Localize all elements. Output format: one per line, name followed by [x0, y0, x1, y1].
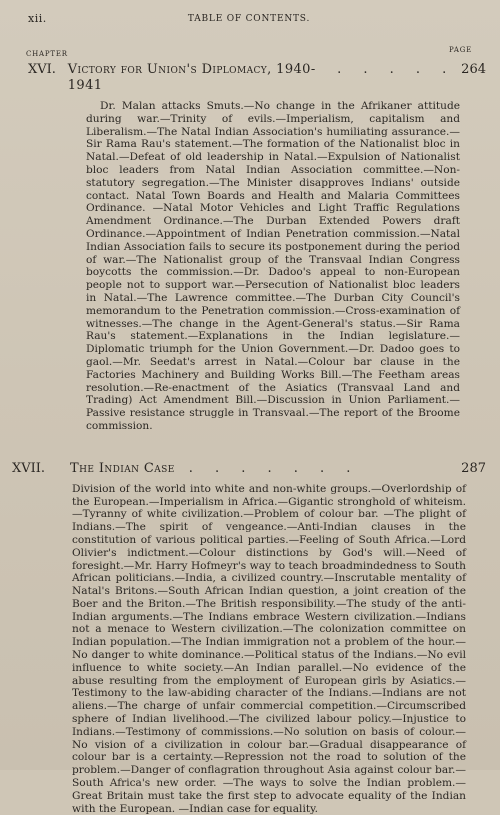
chapter-entry-xvii: [12, 461, 486, 815]
leader-dots: . . . . .: [337, 62, 456, 77]
page-number: xii.: [28, 12, 47, 25]
chapter-column-head: CHAPTER: [26, 50, 68, 58]
chapter-number: XVI.: [28, 62, 56, 77]
chapter-title: The Indian Case: [70, 460, 175, 476]
page-title: TABLE OF CONTENTS.: [187, 14, 311, 24]
chapter-heading: [12, 461, 486, 477]
chapter-page: 264: [461, 62, 486, 77]
chapter-page: 287: [461, 460, 486, 476]
chapter-number: XVII.: [12, 460, 46, 476]
page-column-head: PAGE: [448, 46, 472, 54]
chapter-summary: Dr. Malan attacks Smuts.—No change in the Afrikaner attitude during war.—Trinity of evils.—Imperialism, capitalism and Liberalism.—The Natal Indian Association's humiliating assurance.—Sir Rama Rau's statement.—The formation of the Nationalist bloc in Natal.—Defeat of old leadership in Natal.—Expulsion of Nationalist bloc leaders from Natal Indian Association committee.—Non-statutory segregation.—The Minister disapproves Indians' outside contact. Natal Town Boards and Health and Malaria Committees Ordinance. —Natal Motor Vehicles and Light Traffic Regulations Amendment Ordinance.—The Durban Extended Powers draft Ordinance.—Appointment of Indian Penetration commission.—Natal Indian Association fails to secure its postponement during the period of war.—The Nationalist group of the Transvaal Indian Congress boycotts the commission.—Dr. Dadoo's appeal to non-European people not to support war.—Persecution of Nationalist bloc leaders in Natal.—The Lawrence committee.—The Durban City Council's memorandum to the Penetration commission.—Cross-examination of witnesses.—The change in the Agent-General's status.—Sir Rama Rau's statement.—Explanations in the Indian legislature.—Diplomatic triumph for the Union Government.—Dr. Dadoo goes to gaol.—Mr. Seedat's arrest in Natal.—Colour bar clause in the Factories Machinery and Building Works Bill.—The Feetham areas resolution.—Re-enactment of the Asiatics (Transvaal Land and Trading) Act Amendment Bill.—Discussion in Union Parliament.—Passive resistance struggle in Transvaal.—The report of the Broome commission.: [86, 100, 460, 432]
column-heads: [12, 46, 486, 62]
chapter-entry-xvi: [12, 62, 486, 433]
chapter-heading: [12, 62, 486, 94]
running-head: [12, 8, 486, 26]
leader-dots: . . . . . . .: [188, 460, 360, 476]
chapter-summary: Division of the world into white and non-white groups.—Overlordship of the European.—Imperialism in Africa.—Gigantic stronghold of whiteism.—Tyranny of white civilization.—Problem of colour bar. —The plight of Indians.—The spirit of vengeance.—Anti-Indian clauses in the constitution of various political parties.—Feeling of South Africa.—Lord Olivier's indictment.—Colour distinctions by God's will.—Need of foresight.—Mr. Harry Hofmeyr's way to teach broadmindedness to South African politicians.—India, a civilized country.—Inscrutable mentality of Natal's Britons.—South African Indian question, a joint creation of the Boer and the Briton.—The British responsibility.—The study of the anti-Indian arguments.—The Indians embrace Western civilization.—Indians not a menace to Western civilization.—The colonization committee on Indian population.—The Indian immigration not a problem of the hour.—No danger to white dominance.—Political status of the Indians.—No evil influence to white society.—An Indian parallel.—No evidence of the abuse resulting from the employment of European girls by Asiatics.—Testimony to the law-abiding character of the Indians.—Indians are not aliens.—The charge of unfair commercial competition.—Circumscribed sphere of Indian livelihood.—The civilized labour policy.—Injustice to Indians.—Testimony of commissions.—No solution on basis of colour.—No vision of a civilization in colour bar.—Gradual disappearance of colour bar is a certainty.—Repression not the road to solution of the problem.—Danger of conflagration throughout Asia against colour bar.—South Africa's new order. —The ways to solve the Indian problem.—Great Britain must take the first step to advocate equality of the Indian with the European. —Indian case for equality.: [72, 482, 466, 815]
chapter-title: Victory for Union's Diplomacy, 1940-1941: [67, 62, 316, 93]
